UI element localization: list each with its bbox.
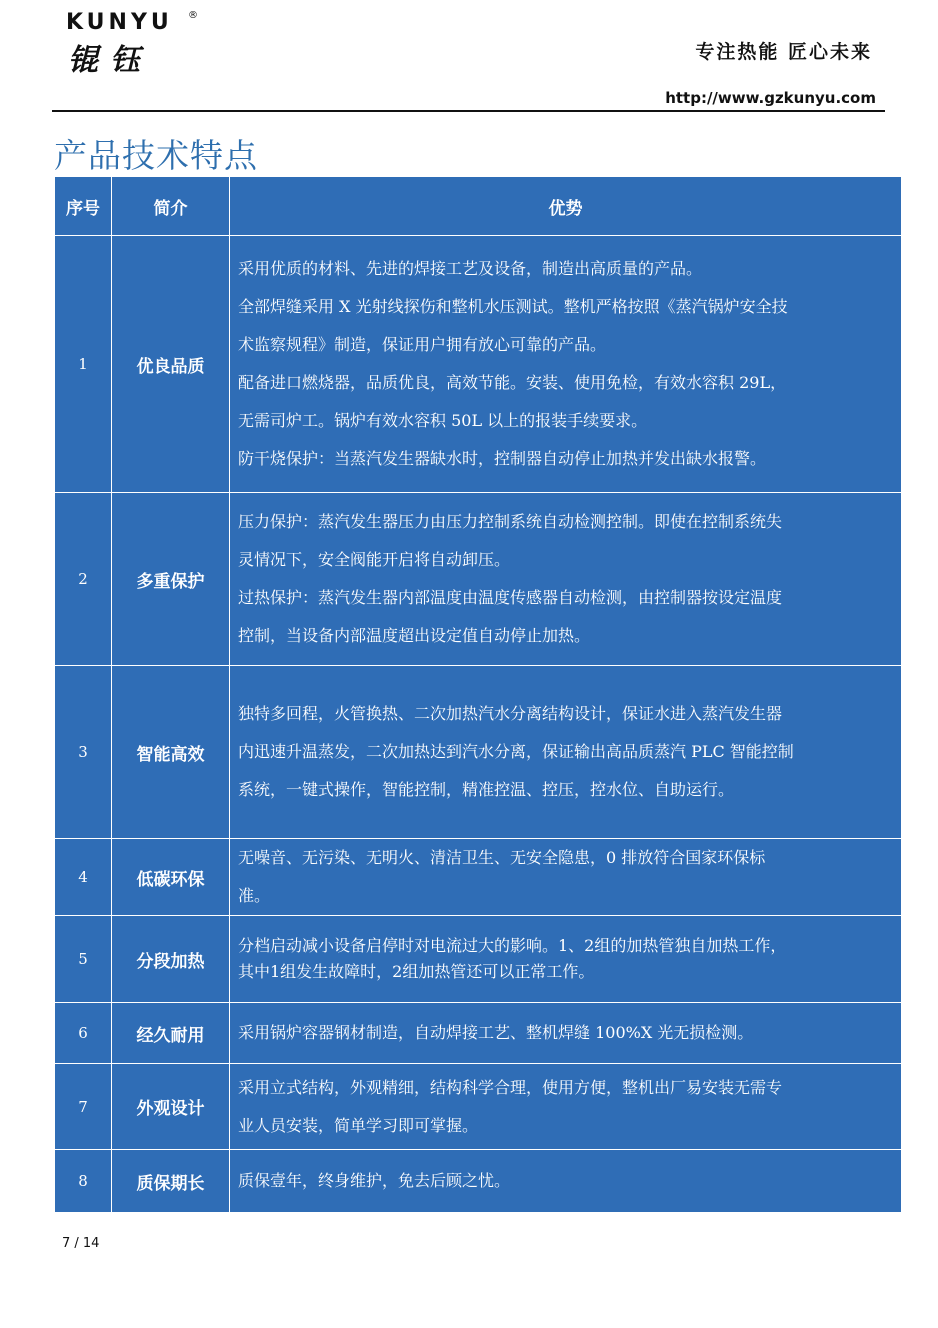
advantage-line: 系统，一键式操作，智能控制，精准控温、控压，控水位、自助运行。 — [238, 780, 735, 799]
row-number: 2 — [55, 493, 112, 666]
features-table — [54, 176, 902, 1213]
row-feature-name: 低碳环保 — [112, 839, 230, 916]
row-advantages — [230, 1064, 902, 1150]
advantage-line: 分档启动减小设备启停时对电流过大的影响。1、2组的加热管独自加热工作， — [238, 936, 787, 955]
advantage-line: 准。 — [238, 886, 271, 905]
logo-chinese-name: 锟钰 — [68, 43, 152, 78]
advantage-line: 配备进口燃烧器，品质优良，高效节能。安装、使用免检，有效水容积 29L， — [238, 373, 787, 392]
row-number: 8 — [55, 1150, 112, 1213]
row-number: 7 — [55, 1064, 112, 1150]
page-title: 产品技术特点 — [54, 136, 258, 175]
advantage-line: 无需司炉工。锅炉有效水容积 50L 以上的报装手续要求。 — [238, 411, 648, 430]
advantage-line: 其中1组发生故障时，2组加热管还可以正常工作。 — [238, 962, 595, 981]
header-index: 序号 — [55, 177, 112, 236]
advantage-line: 灵情况下，安全阀能开启将自动卸压。 — [238, 550, 511, 569]
row-feature-name: 优良品质 — [112, 236, 230, 493]
table-row — [55, 916, 902, 1003]
advantage-line: 采用优质的材料、先进的焊接工艺及设备，制造出高质量的产品。 — [238, 259, 703, 278]
table-row — [55, 1150, 902, 1213]
header-url: http://www.gzkunyu.com — [665, 89, 876, 107]
advantage-line: 过热保护：蒸汽发生器内部温度由温度传感器自动检测，由控制器按设定温度 — [238, 588, 783, 607]
row-advantages — [230, 493, 902, 666]
header-summary: 简介 — [112, 177, 230, 236]
row-feature-name: 智能高效 — [112, 666, 230, 839]
advantage-line: 术监察规程》制造，保证用户拥有放心可靠的产品。 — [238, 335, 607, 354]
advantage-line: 全部焊缝采用 X 光射线探伤和整机水压测试。整机严格按照《蒸汽锅炉安全技 — [238, 297, 788, 316]
company-logo — [66, 10, 206, 78]
header-advantages: 优势 — [230, 177, 902, 236]
advantage-line: 业人员安装，简单学习即可掌握。 — [238, 1115, 479, 1135]
table-row — [55, 666, 902, 839]
page-number: 7 / 14 — [62, 1236, 100, 1251]
row-number: 4 — [55, 839, 112, 916]
advantage-line: 控制，当设备内部温度超出设定值自动停止加热。 — [238, 626, 591, 645]
table-row — [55, 493, 902, 666]
advantage-line: 质保壹年，终身维护，免去后顾之忧。 — [238, 1171, 511, 1190]
row-number: 1 — [55, 236, 112, 493]
row-advantages — [230, 666, 902, 839]
advantage-line: 防干烧保护：当蒸汽发生器缺水时，控制器自动停止加热并发出缺水报警。 — [238, 449, 767, 468]
advantage-line: 采用立式结构，外观精细，结构科学合理，使用方便，整机出厂易安装无需专 — [238, 1077, 783, 1097]
header-slogan: 专注热能 匠心未来 — [695, 41, 872, 63]
row-number: 3 — [55, 666, 112, 839]
row-number: 6 — [55, 1003, 112, 1064]
row-advantages — [230, 916, 902, 1003]
advantage-line: 压力保护：蒸汽发生器压力由压力控制系统自动检测控制。即使在控制系统失 — [238, 512, 783, 531]
row-feature-name: 外观设计 — [112, 1064, 230, 1150]
advantage-line: 独特多回程，火管换热、二次加热汽水分离结构设计，保证水进入蒸汽发生器 — [238, 704, 783, 723]
row-advantages — [230, 1003, 902, 1064]
table-row — [55, 236, 902, 493]
table-row — [55, 839, 902, 916]
table-row — [55, 1003, 902, 1064]
row-number: 5 — [55, 916, 112, 1003]
advantage-line: 采用锅炉容器钢材制造，自动焊接工艺、整机焊缝 100%X 光无损检测。 — [238, 1023, 754, 1042]
advantage-line: 内迅速升温蒸发，二次加热达到汽水分离，保证输出高品质蒸汽 PLC 智能控制 — [238, 742, 794, 761]
header-divider — [52, 110, 885, 112]
row-advantages — [230, 236, 902, 493]
row-feature-name: 多重保护 — [112, 493, 230, 666]
row-feature-name: 分段加热 — [112, 916, 230, 1003]
row-advantages — [230, 1150, 902, 1213]
logo-wordmark: KUNYU — [66, 10, 173, 35]
row-advantages — [230, 839, 902, 916]
advantage-line: 无噪音、无污染、无明火、清洁卫生、无安全隐患，0 排放符合国家环保标 — [238, 848, 766, 867]
row-feature-name: 质保期长 — [112, 1150, 230, 1213]
row-feature-name: 经久耐用 — [112, 1003, 230, 1064]
table-header-row — [55, 177, 902, 236]
registered-mark: ® — [188, 10, 198, 21]
table-row — [55, 1064, 902, 1150]
